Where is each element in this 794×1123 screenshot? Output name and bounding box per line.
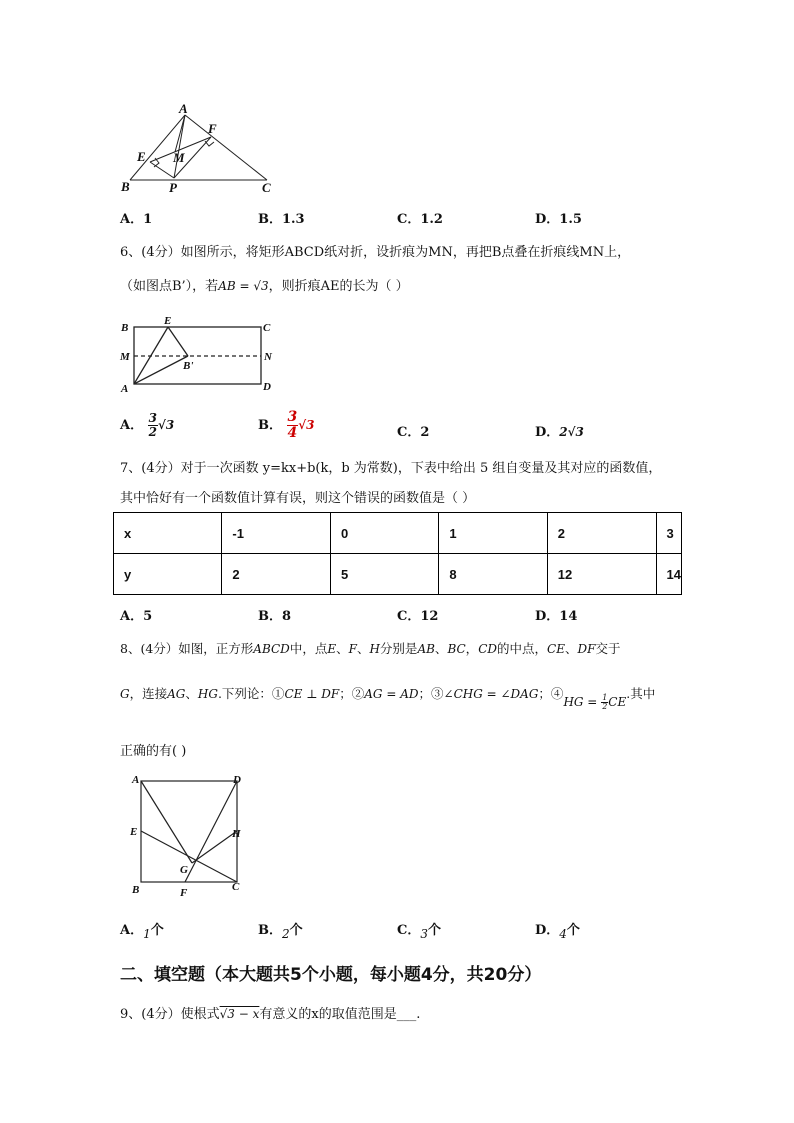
q7-option-a[interactable]: A．5 <box>120 609 153 624</box>
table-cell: -1 <box>222 513 331 554</box>
q8-text: .下列论：① <box>217 686 285 701</box>
fraction-denominator: 2 <box>148 425 157 439</box>
option-letter: C． <box>397 923 421 938</box>
q7-option-d[interactable]: D．14 <box>535 609 578 624</box>
label-e: E <box>137 149 146 164</box>
q8-text: 、 <box>434 641 448 656</box>
q6-option-a-radical: √3 <box>157 418 175 432</box>
table-cell: 1 <box>439 513 547 554</box>
fraction-numerator: 3 <box>148 411 157 425</box>
label-b: B <box>132 884 140 896</box>
q8-point-f: F <box>348 642 357 656</box>
q8-text: ；④ <box>538 686 564 701</box>
q8-segment-ag: AG <box>167 687 186 701</box>
q8-segment-ab: AB <box>417 642 435 656</box>
q8-text: 、 <box>356 641 370 656</box>
fraction-denominator: 2 <box>602 702 608 711</box>
label-b-prime: B' <box>183 360 194 372</box>
section-heading: 二、填空题（本大题共5个小题，每小题4分，共20分） <box>120 965 542 985</box>
segment-ag <box>141 781 192 863</box>
q6-stem-line2 <box>120 275 409 294</box>
square-abcd <box>141 781 237 882</box>
q6-option-b-letter: B． <box>258 418 282 433</box>
q7-value-table <box>113 512 682 595</box>
option-unit: 个 <box>428 923 442 938</box>
q9-text-a: 9、(4分）使根式 <box>120 1007 220 1022</box>
q5-option-b[interactable]: B．1.3 <box>258 212 305 227</box>
q8-stem-line3: 正确的有( ) <box>120 744 187 759</box>
label-m: M <box>120 351 130 363</box>
q8-text: ，连接 <box>129 686 168 701</box>
option-letter: A． <box>120 923 144 938</box>
q8-segment-ce: CE <box>547 642 565 656</box>
option-unit: 个 <box>566 923 580 938</box>
q6-option-b-fraction <box>287 410 299 441</box>
q9-stem <box>120 1003 420 1022</box>
q8-segment-bc: BC <box>447 642 466 656</box>
segment-eb-prime <box>168 327 188 356</box>
q6-option-a-fraction <box>148 412 158 439</box>
label-b: B <box>121 322 129 334</box>
q8-text: 、 <box>564 641 578 656</box>
label-b: B <box>121 179 130 194</box>
q8-statement-2: AG = AD <box>364 687 419 701</box>
label-p: P <box>169 180 177 195</box>
q8-segment-cd: CD <box>478 642 497 656</box>
q8-statement-3: ∠CHG = ∠DAG <box>443 687 539 701</box>
table-cell: y <box>114 554 222 595</box>
q8-stem-line2 <box>120 684 656 711</box>
q7-stem-line1: 7、(4分）对于一次函数 y=kx+b(k，b 为常数)，下表中给出 5 组自变量及其对应的函数值， <box>120 461 662 476</box>
option-letter: B． <box>258 923 282 938</box>
label-d: D <box>263 381 271 393</box>
q6-option-d-value: 2√3 <box>559 425 584 439</box>
q5-option-c[interactable]: C．1.2 <box>397 212 443 227</box>
label-d: D <box>233 774 241 786</box>
fraction-numerator: 3 <box>287 409 298 425</box>
fraction-denominator: 4 <box>287 425 298 441</box>
label-n: N <box>264 351 272 363</box>
label-g: G <box>180 864 188 876</box>
label-c: C <box>232 881 240 893</box>
q8-option-d[interactable] <box>535 919 580 941</box>
q8-point-g: G <box>120 687 130 701</box>
table-cell: 14 <box>656 554 682 595</box>
q8-option-a[interactable] <box>120 919 164 941</box>
q8-statement-4-lhs: HG = <box>563 695 598 709</box>
table-cell: 12 <box>547 554 656 595</box>
table-cell: 3 <box>656 513 682 554</box>
option-number: 3 <box>420 927 428 941</box>
q6-stem-text-a: （如图点B’），若 <box>120 279 219 294</box>
label-f: F <box>180 887 188 899</box>
q8-stem-line1 <box>120 639 620 657</box>
label-f: F <box>208 121 217 136</box>
q8-square-name: ABCD <box>253 642 290 656</box>
q8-option-b[interactable] <box>258 919 303 941</box>
table-cell: x <box>114 513 222 554</box>
option-unit: 个 <box>150 923 164 938</box>
q8-text: .其中 <box>626 686 656 701</box>
segment-df <box>185 781 237 882</box>
q5-option-a[interactable]: A．1 <box>120 212 153 227</box>
q8-segment-hg: HG <box>197 687 218 701</box>
q8-point-e: E <box>327 642 337 656</box>
q8-text: 交于 <box>595 641 621 656</box>
q6-option-b[interactable] <box>258 410 315 441</box>
q8-square-figure <box>122 772 252 900</box>
q8-text: ， <box>465 641 479 656</box>
q8-text: 中，点 <box>289 641 328 656</box>
q7-option-c[interactable]: C．12 <box>397 609 439 624</box>
q8-text: ；③ <box>418 686 444 701</box>
segment-ep <box>150 162 174 178</box>
q8-statement-4 <box>563 695 626 709</box>
q9-radical: √3 − x <box>219 1007 260 1021</box>
label-a: A <box>121 383 129 395</box>
q8-text: 8、(4分）如图，正方形 <box>120 641 254 656</box>
q8-point-h: H <box>369 642 380 656</box>
q7-option-b[interactable]: B．8 <box>258 609 292 624</box>
label-h: H <box>232 828 241 840</box>
q9-text-b: 有意义的x的取值范围是___. <box>259 1007 421 1022</box>
q8-statement-4-rhs: CE <box>608 695 627 709</box>
table-cell: 8 <box>439 554 547 595</box>
table-row <box>114 513 682 554</box>
q8-text: ；② <box>339 686 365 701</box>
option-unit: 个 <box>289 923 303 938</box>
fraction-numerator: 1 <box>602 693 608 702</box>
label-c: C <box>263 322 271 334</box>
table-cell: 5 <box>330 554 438 595</box>
q6-stem-line1: 6、(4分）如图所示，将矩形ABCD纸对折，设折痕为MN，再把B点叠在折痕线MN上， <box>120 245 631 260</box>
q6-option-d-letter: D． <box>535 425 560 440</box>
segment-ap <box>174 115 185 178</box>
q8-statement-1: CE ⊥ DF <box>284 687 340 701</box>
q6-option-b-radical: √3 <box>298 418 315 432</box>
q8-text: 分别是 <box>379 641 418 656</box>
label-c: C <box>262 180 271 195</box>
label-a: A <box>179 101 188 116</box>
q6-stem-text-b: ，则折痕AE的长为（ ） <box>268 279 409 294</box>
q8-text: 、 <box>336 641 349 656</box>
option-letter: D． <box>535 923 560 938</box>
option-number: 4 <box>559 927 567 941</box>
q6-option-a[interactable] <box>120 412 174 439</box>
side-ab <box>130 115 185 180</box>
option-number: 2 <box>282 927 290 941</box>
q5-triangle-figure <box>115 100 280 195</box>
table-row <box>114 554 682 595</box>
table-cell: 2 <box>547 513 656 554</box>
segment-hg <box>192 831 237 863</box>
q6-option-c[interactable]: C．2 <box>397 425 430 440</box>
label-a: A <box>132 774 140 786</box>
q6-option-d[interactable] <box>535 421 584 440</box>
q6-ab-expression: AB = √3 <box>218 279 269 293</box>
q8-text: 的中点， <box>497 641 548 656</box>
table-cell: 0 <box>330 513 438 554</box>
q6-rectangle-figure <box>115 315 280 395</box>
label-e: E <box>164 315 172 327</box>
q8-text: 、 <box>185 686 198 701</box>
option-number: 1 <box>143 927 151 941</box>
side-ac <box>185 115 267 180</box>
q8-option-c[interactable] <box>397 919 442 941</box>
table-cell: 2 <box>222 554 331 595</box>
q7-stem-line2: 其中恰好有一个函数值计算有误，则这个错误的函数值是（ ） <box>120 491 476 506</box>
label-m: M <box>173 150 185 165</box>
q5-option-d[interactable]: D．1.5 <box>535 212 582 227</box>
q6-option-a-letter: A． <box>120 418 144 433</box>
q8-segment-df: DF <box>577 642 596 656</box>
label-e: E <box>130 826 138 838</box>
